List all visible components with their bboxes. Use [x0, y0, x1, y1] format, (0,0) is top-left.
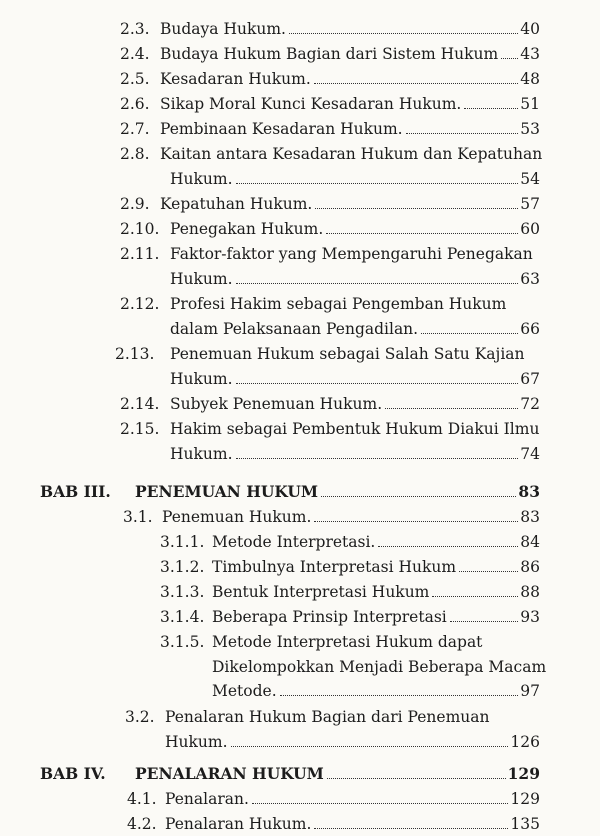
toc-entry-title: Dikelompokkan Menjadi Beberapa Macam	[212, 657, 547, 676]
toc-entry-title: Kaitan antara Kesadaran Hukum dan Kepatuhan	[160, 145, 543, 163]
toc-page-number: 83	[518, 482, 540, 501]
toc-entry-number: 3.1.4.	[160, 608, 205, 626]
toc-entry-title: Beberapa Prinsip Interpretasi	[212, 608, 447, 626]
toc-entry-number: 2.11.	[120, 245, 160, 263]
toc-entry-title: Bentuk Interpretasi Hukum	[212, 583, 430, 601]
toc-entry-number: 3.2.	[125, 708, 155, 726]
toc-page-number: 135	[510, 815, 540, 833]
toc-entry-title: Hukum.	[165, 732, 228, 751]
toc-entry-title: Budaya Hukum.	[160, 20, 286, 38]
toc-entry-line	[160, 17, 540, 41]
dot-leader	[450, 621, 519, 622]
toc-entry-title: Budaya Hukum Bagian dari Sistem Hukum	[160, 45, 499, 63]
dot-leader	[252, 803, 509, 804]
toc-entry-number: 2.4.	[120, 45, 150, 63]
dot-leader	[231, 746, 509, 747]
toc-entry-title: Hukum.	[170, 369, 233, 388]
toc-entry-number: 2.5.	[120, 70, 150, 88]
toc-entry-title: Penalaran Hukum.	[165, 815, 312, 833]
toc-page-number: 97	[520, 682, 540, 700]
toc-entry-number: 3.1.5.	[160, 633, 205, 651]
toc-entry-line	[212, 555, 540, 579]
toc-entry-number: BAB III.	[40, 482, 111, 501]
toc-entry-title: Hakim sebagai Pembentuk Hukum Diakui Ilmu	[170, 420, 540, 438]
toc-entry-title: Kesadaran Hukum.	[160, 70, 311, 88]
dot-leader	[236, 283, 519, 284]
toc-entry-number: 3.1.	[123, 508, 153, 526]
toc-entry-title: PENALARAN HUKUM	[135, 764, 324, 783]
toc-entry-line	[165, 812, 540, 836]
toc-entry-title: PENEMUAN HUKUM	[135, 482, 318, 501]
toc-entry-line	[165, 730, 540, 754]
toc-entry-line	[162, 505, 540, 529]
toc-entry-line	[170, 317, 540, 341]
toc-entry-number: 2.12.	[120, 295, 160, 313]
toc-entry-number: 2.15.	[120, 420, 160, 438]
dot-leader	[459, 571, 518, 572]
toc-entry-title: Kepatuhan Hukum.	[160, 195, 313, 213]
toc-page-number: 54	[520, 169, 540, 188]
dot-leader	[464, 108, 518, 109]
toc-entry-title: Subyek Penemuan Hukum.	[170, 395, 383, 413]
toc-entry-line	[160, 42, 540, 66]
toc-entry-number: 3.1.1.	[160, 533, 205, 551]
toc-entry-line	[160, 67, 540, 91]
toc-entry-number: 3.1.2.	[160, 558, 205, 576]
toc-entry-title: Profesi Hakim sebagai Pengemban Hukum	[170, 295, 507, 313]
toc-page-number: 129	[507, 764, 540, 783]
toc-entry-line	[170, 367, 540, 391]
toc-entry-title: Penemuan Hukum sebagai Salah Satu Kajian	[170, 345, 525, 363]
toc-entry-title: Sikap Moral Kunci Kesadaran Hukum.	[160, 95, 462, 113]
toc-entry-line	[135, 762, 540, 786]
toc-entry-line	[212, 605, 540, 629]
dot-leader	[314, 83, 519, 84]
toc-entry-title: Penalaran Hukum Bagian dari Penemuan	[165, 708, 490, 726]
dot-leader	[289, 33, 518, 34]
toc-entry-line	[170, 267, 540, 291]
toc-entry-title: Hukum.	[170, 444, 233, 463]
dot-leader	[314, 828, 508, 829]
toc-page-number: 67	[520, 369, 540, 388]
toc-entry-line	[160, 117, 540, 141]
toc-page-number: 74	[520, 444, 540, 463]
toc-entry-number: 2.8.	[120, 145, 150, 163]
toc-entry-title: dalam Pelaksanaan Pengadilan.	[170, 319, 419, 338]
dot-leader	[236, 383, 519, 384]
toc-page-number: 84	[520, 533, 540, 551]
toc-entry-title: Faktor-faktor yang Mempengaruhi Penegakan	[170, 245, 533, 263]
toc-page-number: 43	[520, 45, 540, 63]
toc-entry-line	[212, 679, 540, 703]
toc-entry-title: Hukum.	[170, 269, 233, 288]
toc-entry-number: 2.10.	[120, 220, 160, 238]
toc-page-number: 88	[520, 583, 540, 601]
toc-entry-title: Penegakan Hukum.	[170, 220, 324, 238]
toc-entry-number: 2.7.	[120, 120, 150, 138]
toc-entry-title: Metode Interpretasi Hukum dapat	[212, 633, 483, 651]
dot-leader	[327, 778, 506, 779]
toc-entry-line	[165, 787, 540, 811]
dot-leader	[236, 458, 519, 459]
toc-entry-line	[212, 580, 540, 604]
toc-entry-line	[212, 530, 540, 554]
dot-leader	[236, 183, 519, 184]
toc-page-number: 72	[520, 395, 540, 413]
toc-entry-number: BAB IV.	[40, 764, 106, 783]
dot-leader	[280, 695, 519, 696]
toc-entry-number: 4.2.	[127, 815, 157, 833]
toc-entry-line	[170, 442, 540, 466]
toc-entry-line	[160, 92, 540, 116]
toc-entry-line	[170, 167, 540, 191]
toc-entry-line	[170, 392, 540, 416]
toc-entry-line	[160, 192, 540, 216]
toc-page-number: 53	[520, 120, 540, 138]
dot-leader	[432, 596, 518, 597]
toc-entry-line	[170, 217, 540, 241]
dot-leader	[314, 521, 518, 522]
dot-leader	[321, 496, 516, 497]
toc-entry-number: 2.9.	[120, 195, 150, 213]
toc-page-number: 63	[520, 269, 540, 288]
toc-entry-title: Metode.	[212, 682, 277, 700]
toc-page-number: 60	[520, 220, 540, 238]
toc-page-number: 93	[520, 608, 540, 626]
toc-page-number: 86	[520, 558, 540, 576]
toc-entry-title: Penalaran.	[165, 790, 249, 808]
dot-leader	[315, 208, 518, 209]
toc-entry-title: Metode Interpretasi.	[212, 533, 376, 551]
toc-entry-title: Hukum.	[170, 169, 233, 188]
toc-page-number: 40	[520, 20, 540, 38]
toc-entry-number: 4.1.	[127, 790, 157, 808]
toc-page-number: 51	[520, 95, 540, 113]
toc-entry-number: 2.3.	[120, 20, 150, 38]
dot-leader	[326, 233, 518, 234]
toc-entry-number: 3.1.3.	[160, 583, 205, 601]
toc-page-number: 48	[520, 70, 540, 88]
toc-entry-number: 2.6.	[120, 95, 150, 113]
toc-page-number: 57	[520, 195, 540, 213]
dot-leader	[501, 58, 518, 59]
toc-page-number: 126	[510, 732, 540, 751]
dot-leader	[385, 408, 518, 409]
dot-leader	[406, 133, 519, 134]
toc-page-number: 129	[510, 790, 540, 808]
toc-entry-title: Pembinaan Kesadaran Hukum.	[160, 120, 403, 138]
dot-leader	[378, 546, 518, 547]
toc-entry-title: Timbulnya Interpretasi Hukum	[212, 558, 457, 576]
toc-entry-number: 2.14.	[120, 395, 160, 413]
toc-entry-title: Penemuan Hukum.	[162, 508, 312, 526]
toc-entry-line	[135, 480, 540, 504]
dot-leader	[421, 333, 518, 334]
toc-entry-number: 2.13.	[115, 345, 155, 363]
toc-page-number: 83	[520, 508, 540, 526]
toc-page-number: 66	[520, 319, 540, 338]
